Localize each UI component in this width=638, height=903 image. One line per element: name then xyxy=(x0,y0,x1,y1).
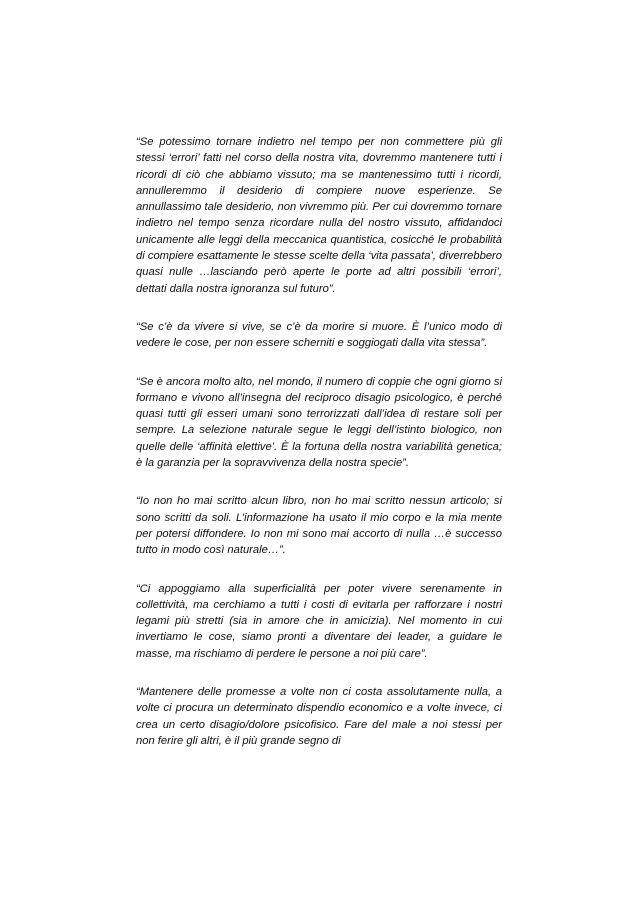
quote-paragraph-3: “Se è ancora molto alto, nel mondo, il numero di coppie che ogni giorno si formano e vivono all’insegna del reciproco disagio psicologico, è perché quasi tutti gli esseri umani sono terrorizzati dall’idea di restare soli per sempre. La selezione naturale segue le leggi dell’istinto biologico, non quelle delle ‘affinità elettive’. È la fortuna della nostra variabilità genetica; è la garanzia per la sopravvivenza della nostra specie”. xyxy=(136,375,502,470)
quote-paragraph-1: “Se potessimo tornare indietro nel tempo per non commettere più gli stessi ‘errori’ fatti nel corso della nostra vita, dovremmo mantenere tutti i ricordi di ciò che abbiamo vissuto; ma se mantenessimo tutti i ricordi, annulleremmo il desiderio di compiere nuove esperienze. Se annullassimo tale desiderio, non vivremmo più. Per cui dovremmo tornare indietro nel tempo senza ricordare nulla del nostro vissuto, affidandoci unicamente alle leggi della meccanica quantistica, cosicché le probabilità di compiere esattamente le stesse scelte della ‘vita passata’, diverrebbero quasi nulle …lasciando però aperte le porte ad altri possibili ‘errori’, dettati dalla nostra ignoranza sul futuro”. xyxy=(136,136,502,295)
quote-paragraph-4: “Io non ho mai scritto alcun libro, non ho mai scritto nessun articolo; si sono scritti da soli. L’informazione ha usato il mio corpo e la mia mente per potersi diffondere. Io non mi sono mai accorto di nulla …è successo tutto in modo così naturale…”. xyxy=(136,495,502,557)
quote-paragraph-6: “Mantenere delle promesse a volte non ci costa assolutamente nulla, a volte ci procura un determinato dispendio economico e a volte invece, ci crea un certo disagio/dolore psicofisico. Fare del male a noi stessi per non ferire gli altri, è il più grande segno di xyxy=(136,686,502,747)
quote-paragraph-2: “Se c’è da vivere si vive, se c’è da morire si muore. È l’unico modo di vedere le cose, per non essere scherniti e soggiogati dalla vita stessa”. xyxy=(136,320,502,350)
page-text-column xyxy=(136,134,502,771)
quote-paragraph-5: “Ci appoggiamo alla superficialità per poter vivere serenamente in collettività, ma cerchiamo a tutti i costi di evitarla per rafforzare i nostri legami più stretti (sia in amore che in amicizia). Nel momento in cui invertiamo le cose, siamo pronti a diventare dei leader, a guidare le masse, ma rischiamo di perdere le persone a noi più care”. xyxy=(136,582,502,660)
